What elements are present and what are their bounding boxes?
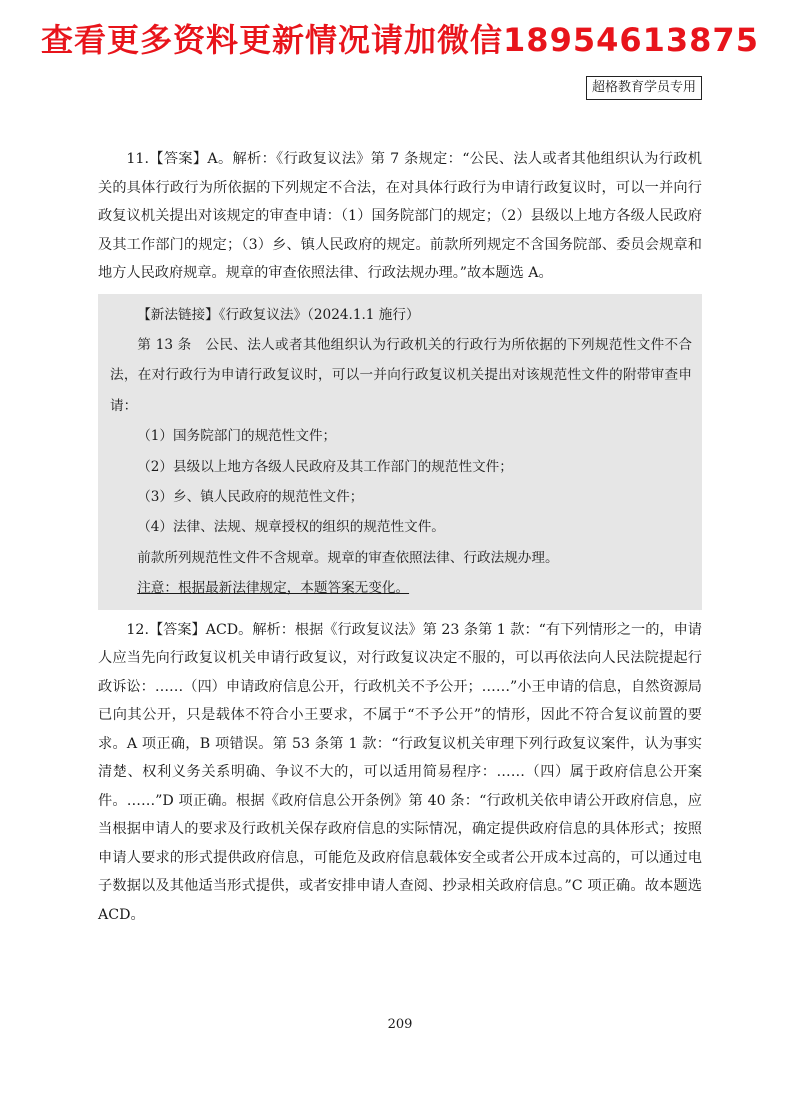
law-note: 注意：根据最新法律规定，本题答案无变化。 xyxy=(137,580,410,597)
page-number: 209 xyxy=(387,1017,413,1032)
law-item-2: （2）县级以上地方各级人民政府及其工作部门的规范性文件； xyxy=(137,458,513,475)
answer-11-paragraph: 11.【答案】A。解析：《行政复议法》第 7 条规定：“公民、法人或者其他组织认为行政机关的具体行政行为所依据的下列规定不合法，在对具体行政行为申请行政复议时，可以一并向行政复议机关提出对该规定的审查申请：（1）国务院部门的规定；（2）县级以上地方各级人民政府及其工作部门的规定；（3）乡、镇人民政府的规定。前款所列规定不含国务院部、委员会规章和地方人民政府规章。规章的审查依照法律、行政法规办理。”故本题选 A。 xyxy=(98,151,702,281)
law-item-1: （1）国务院部门的规范性文件； xyxy=(137,428,337,445)
answer-12-paragraph: 12.【答案】ACD。解析：根据《行政复议法》第 23 条第 1 款：“有下列情形之一的，申请人应当先向行政复议机关申请行政复议，对行政复议决定不服的，可以再依法向人民法院提起行政诉讼：……（四）申请政府信息公开，行政机关不予公开；……”小王申请的信息，自然资源局已向其公开，只是载体不符合小王要求，不属于“不予公开”的情形，因此不符合复议前置的要求。A 项正确，B 项错误。第 53 条第 1 款：“行政复议机关审理下列行政复议案件，认为事实清楚、权利义务关系明确、争议不大的，可以适用简易程序：……（四）属于政府信息公开案件。……”D 项正确。根据《政府信息公开条例》第 40 条：“行政机关依申请公开政府信息，应当根据申请人的要求及行政机关保存政府信息的实际情况，确定提供政府信息的具体形式；按照申请人要求的形式提供政府信息，可能危及政府信息载体安全或者公开成本过高的，可以通过电子数据以及其他适当形式提供，或者安排申请人查阅、抄录相关政府信息。”C 项正确。故本题选 ACD。 xyxy=(98,621,702,923)
student-only-badge: 超格教育学员专用 xyxy=(586,76,702,100)
new-law-link-box xyxy=(98,294,702,610)
law-article-13: 第 13 条 公民、法人或者其他组织认为行政机关的行政行为所依据的下列规范性文件不合法，在对行政行为申请行政复议时，可以一并向行政复议机关提出对该规范性文件的附带审查申请： xyxy=(110,336,692,414)
page-content xyxy=(98,145,702,929)
watermark-banner: 查看更多资料更新情况请加微信18954613875 xyxy=(41,21,759,59)
law-item-4: （4）法律、法规、规章授权的组织的规范性文件。 xyxy=(137,519,445,536)
law-closing: 前款所列规范性文件不含规章。规章的审查依照法律、行政法规办理。 xyxy=(137,549,559,566)
law-item-3: （3）乡、镇人民政府的规范性文件； xyxy=(137,488,364,505)
law-box-heading: 【新法链接】《行政复议法》（2024.1.1 施行） xyxy=(137,306,420,323)
